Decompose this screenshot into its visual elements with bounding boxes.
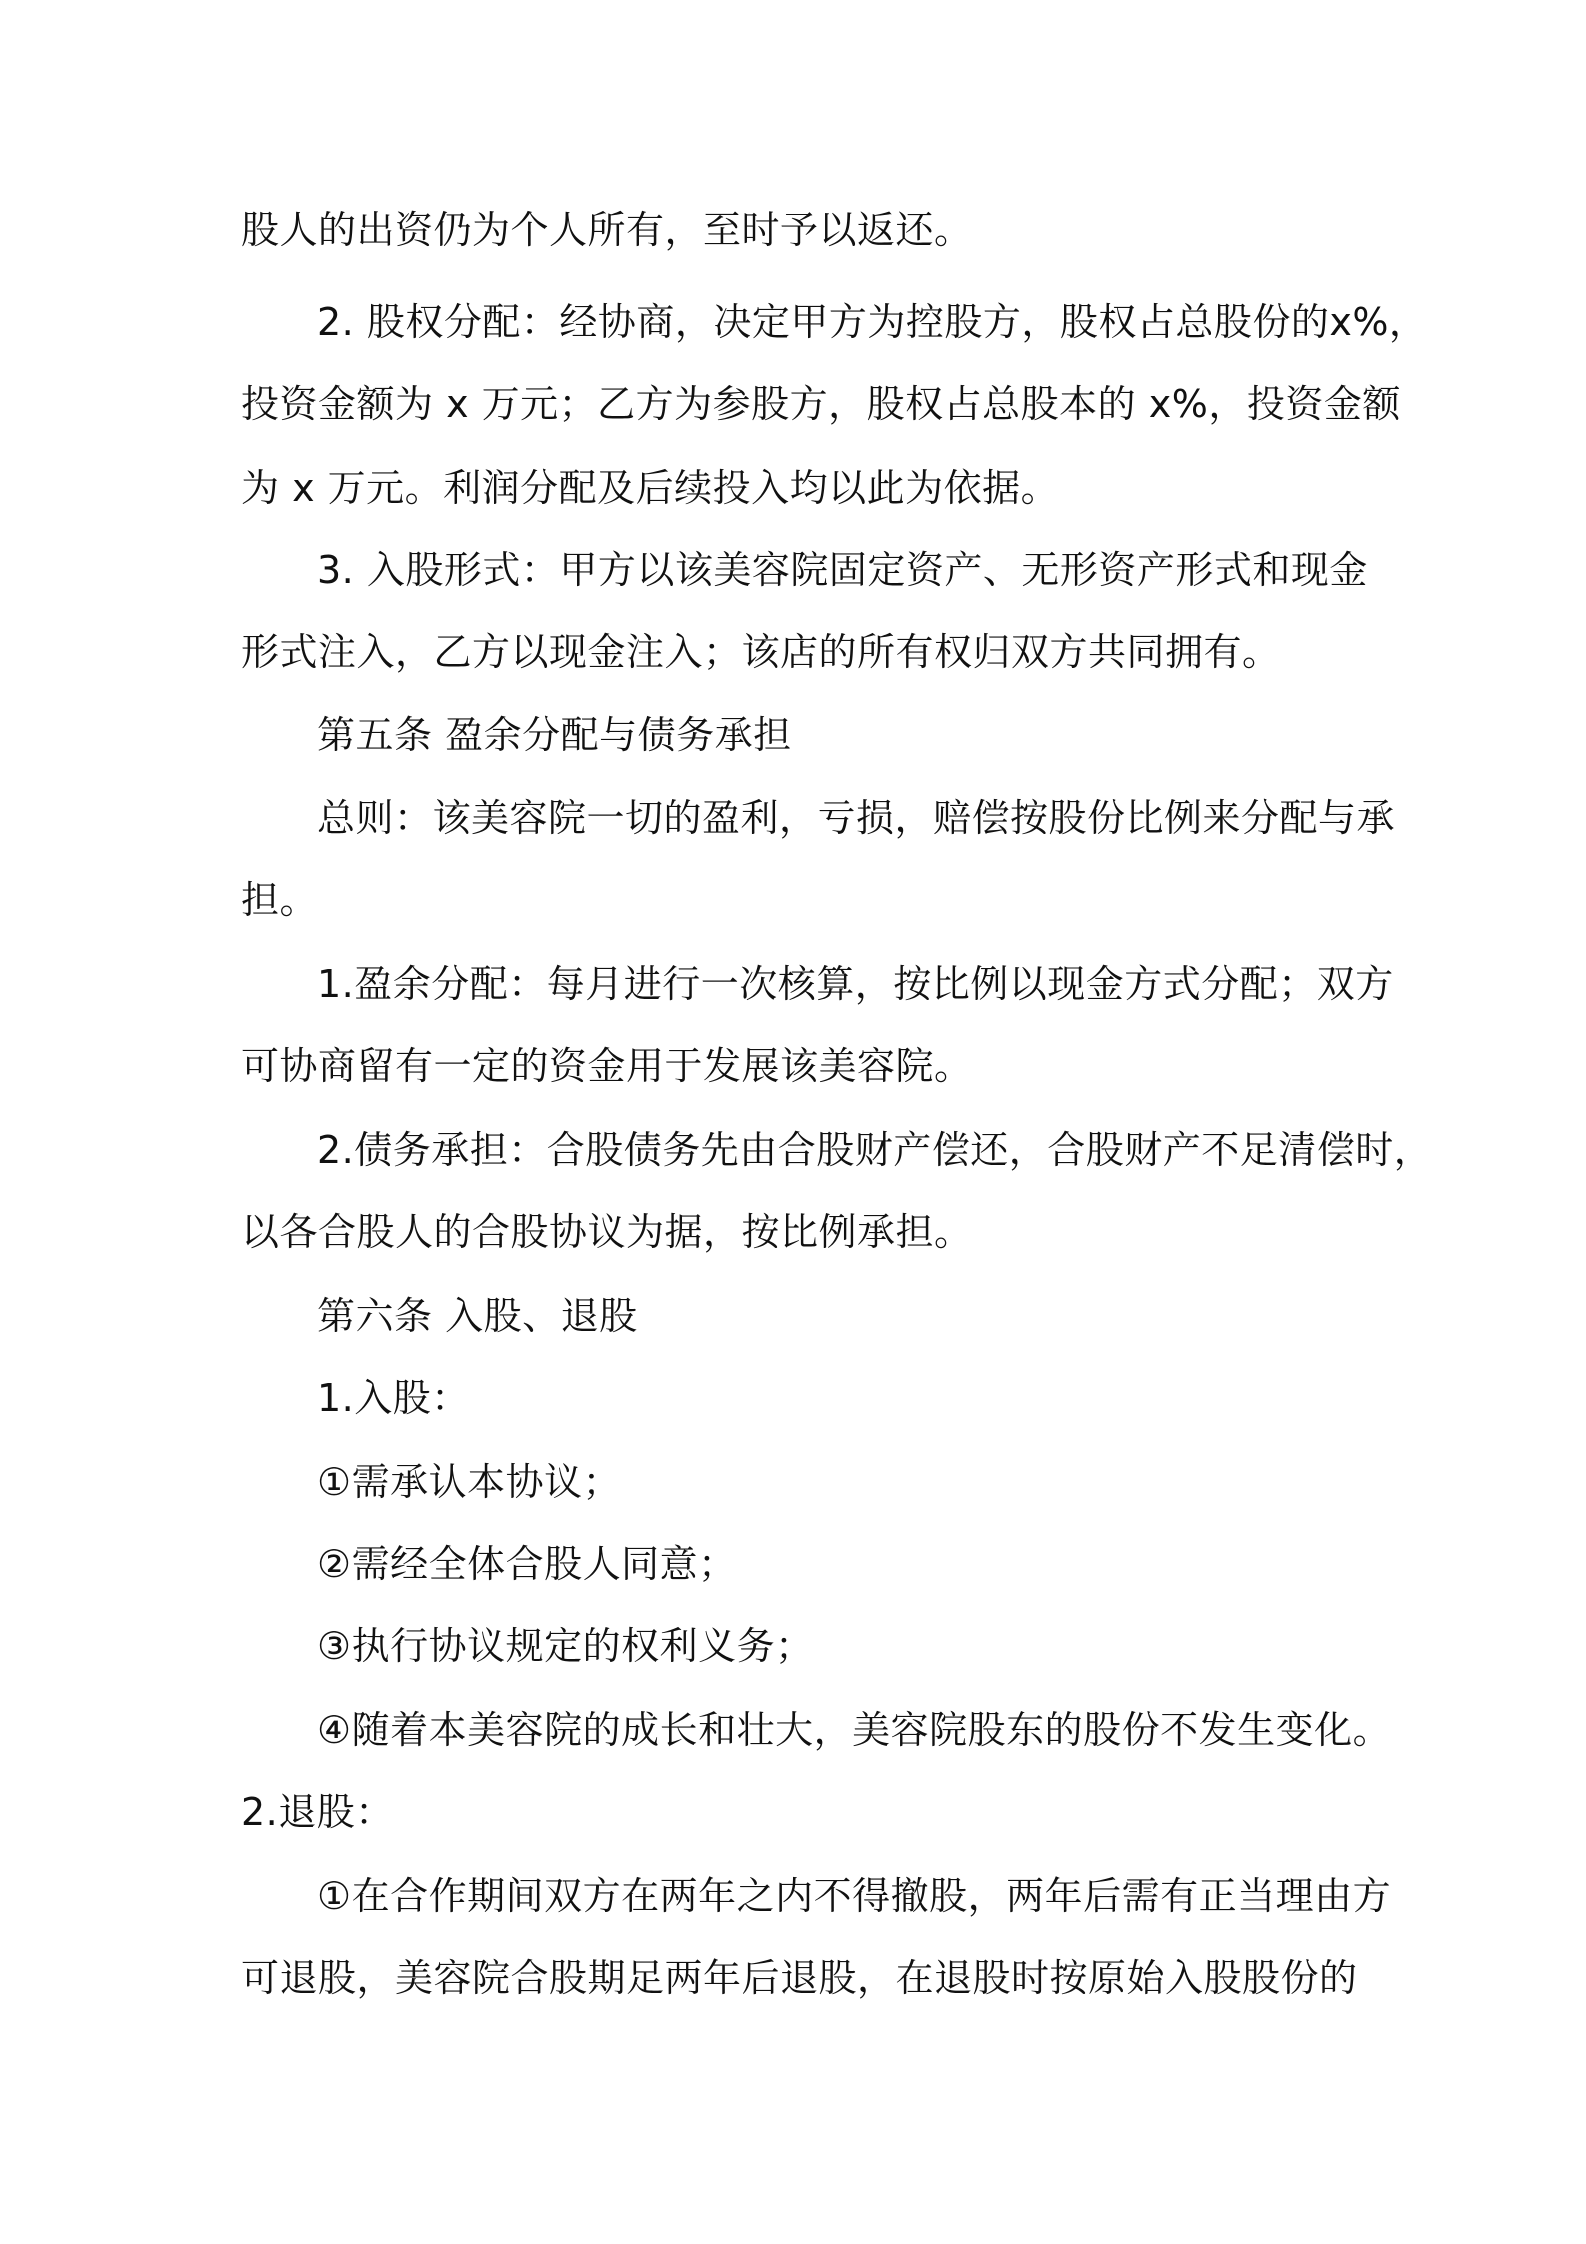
text-line: 1.入股： (317, 1376, 470, 1420)
text-line: 为 x 万元。利润分配及后续投入均以此为依据。 (241, 466, 1060, 510)
list-item: ①在合作期间双方在两年之内不得撤股，两年后需有正当理由方 (317, 1874, 1392, 1918)
text-line: 可退股，美容院合股期足两年后退股，在退股时按原始入股股份的 (241, 1956, 1358, 2000)
list-item: ①需承认本协议； (317, 1460, 622, 1504)
text-line: 2.退股： (241, 1790, 394, 1834)
text-line: 以各合股人的合股协议为据，按比例承担。 (241, 1210, 973, 1254)
text-line: 总则：该美容院一切的盈利，亏损，赔偿按股份比例来分配与承 (317, 796, 1396, 840)
text-line: 形式注入，乙方以现金注入；该店的所有权归双方共同拥有。 (241, 630, 1281, 674)
list-item: ④随着本美容院的成长和壮大，美容院股东的股份不发生变化。 (317, 1708, 1392, 1752)
text-line: 1.盈余分配：每月进行一次核算，按比例以现金方式分配；双方 (317, 962, 1394, 1006)
list-item: ③执行协议规定的权利义务； (317, 1624, 814, 1668)
text-line: 担。 (241, 878, 319, 922)
text-line: 投资金额为 x 万元；乙方为参股方，股权占总股本的 x%，投资金额 (241, 382, 1401, 426)
text-line: 2.债务承担：合股债务先由合股财产偿还，合股财产不足清偿时， (317, 1128, 1433, 1172)
list-item: ②需经全体合股人同意； (317, 1542, 737, 1586)
text-line: 3. 入股形式：甲方以该美容院固定资产、无形资产形式和现金 (317, 548, 1368, 592)
section-heading: 第六条 入股、退股 (317, 1294, 638, 1338)
section-heading: 第五条 盈余分配与债务承担 (317, 713, 792, 757)
text-line: 可协商留有一定的资金用于发展该美容院。 (241, 1044, 973, 1088)
text-line: 股人的出资仍为个人所有，至时予以返还。 (241, 208, 973, 252)
text-line: 2. 股权分配：经协商，决定甲方为控股方，股权占总股份的x%， (317, 300, 1428, 344)
